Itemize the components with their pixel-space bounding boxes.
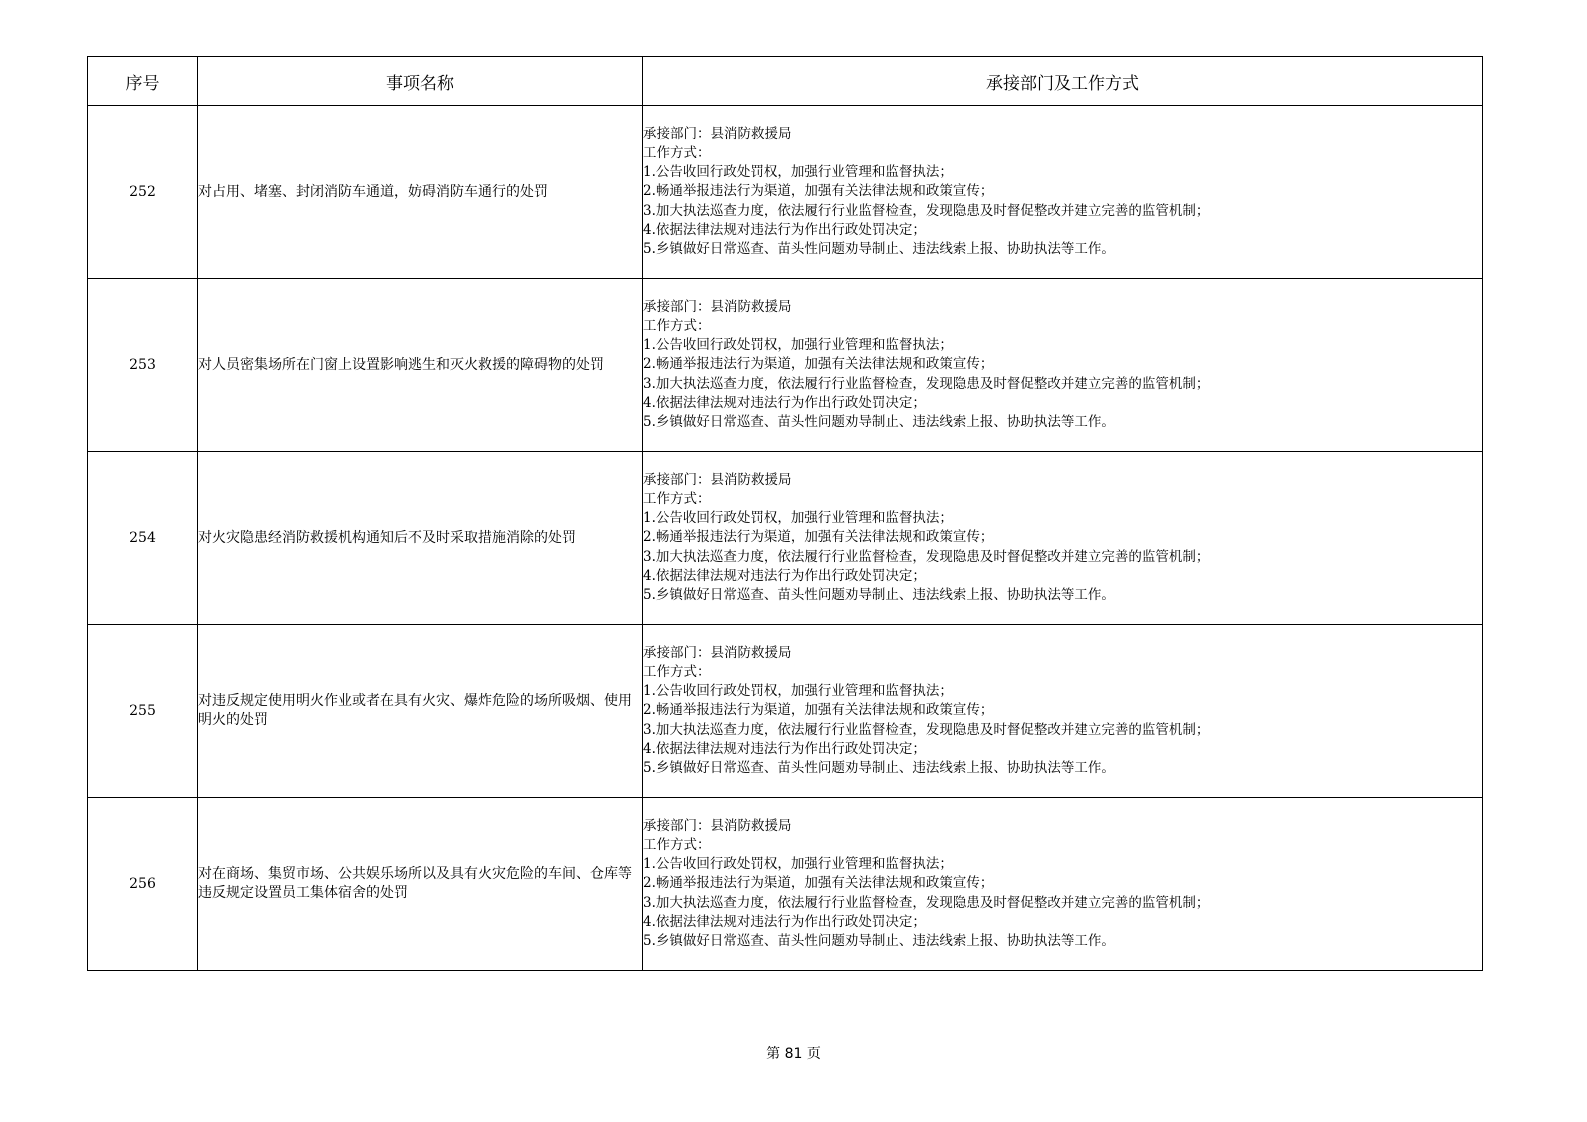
table-row (88, 452, 1483, 625)
header-name: 事项名称 (198, 57, 643, 106)
header-dept: 承接部门及工作方式 (643, 57, 1483, 106)
method-item: 5.乡镇做好日常巡查、苗头性问题劝导制止、违法线索上报、协助执法等工作。 (643, 933, 1115, 949)
method-item: 1.公告收回行政处罚权，加强行业管理和监督执法； (643, 337, 953, 354)
row-seq: 256 (88, 798, 198, 971)
row-matter-name: 对占用、堵塞、封闭消防车通道，妨碍消防车通行的处罚 (198, 106, 643, 279)
method-item: 1.公告收回行政处罚权，加强行业管理和监督执法； (643, 683, 953, 700)
row-dept-method (643, 452, 1483, 625)
method-item: 4.依据法律法规对违法行为作出行政处罚决定； (643, 740, 926, 757)
row-dept-method (643, 279, 1483, 452)
row-matter-name: 对火灾隐患经消防救援机构通知后不及时采取措施消除的处罚 (198, 452, 643, 625)
method-label: 工作方式： (643, 144, 711, 161)
dept-line: 承接部门：县消防救援局 (643, 644, 792, 661)
method-label: 工作方式： (643, 663, 711, 680)
method-item: 3.加大执法巡查力度，依法履行行业监督检查，发现隐患及时督促整改并建立完善的监管机制； (643, 721, 1210, 738)
method-item: 5.乡镇做好日常巡查、苗头性问题劝导制止、违法线索上报、协助执法等工作。 (643, 414, 1115, 430)
table-body (88, 106, 1483, 971)
method-item: 3.加大执法巡查力度，依法履行行业监督检查，发现隐患及时督促整改并建立完善的监管机制； (643, 375, 1210, 392)
method-item: 3.加大执法巡查力度，依法履行行业监督检查，发现隐患及时督促整改并建立完善的监管机制； (643, 548, 1210, 565)
method-item: 4.依据法律法规对违法行为作出行政处罚决定； (643, 567, 926, 584)
matters-table (87, 56, 1483, 971)
method-item: 5.乡镇做好日常巡查、苗头性问题劝导制止、违法线索上报、协助执法等工作。 (643, 587, 1115, 603)
row-matter-name: 对人员密集场所在门窗上设置影响逃生和灭火救援的障碍物的处罚 (198, 279, 643, 452)
method-item: 5.乡镇做好日常巡查、苗头性问题劝导制止、违法线索上报、协助执法等工作。 (643, 241, 1115, 257)
row-dept-method (643, 106, 1483, 279)
row-matter-name: 对违反规定使用明火作业或者在具有火灾、爆炸危险的场所吸烟、使用明火的处罚 (198, 625, 643, 798)
row-seq: 255 (88, 625, 198, 798)
method-item: 2.畅通举报违法行为渠道，加强有关法律法规和政策宣传； (643, 529, 994, 546)
row-dept-method (643, 798, 1483, 971)
method-item: 4.依据法律法规对违法行为作出行政处罚决定； (643, 221, 926, 238)
method-item: 2.畅通举报违法行为渠道，加强有关法律法规和政策宣传； (643, 183, 994, 200)
dept-line: 承接部门：县消防救援局 (643, 125, 792, 142)
method-item: 5.乡镇做好日常巡查、苗头性问题劝导制止、违法线索上报、协助执法等工作。 (643, 760, 1115, 776)
method-item: 3.加大执法巡查力度，依法履行行业监督检查，发现隐患及时督促整改并建立完善的监管机制； (643, 894, 1210, 911)
method-item: 3.加大执法巡查力度，依法履行行业监督检查，发现隐患及时督促整改并建立完善的监管机制； (643, 202, 1210, 219)
page-number: 第 81 页 (766, 1046, 821, 1062)
row-seq: 253 (88, 279, 198, 452)
method-item: 4.依据法律法规对违法行为作出行政处罚决定； (643, 394, 926, 411)
method-item: 1.公告收回行政处罚权，加强行业管理和监督执法； (643, 164, 953, 181)
method-label: 工作方式： (643, 317, 711, 334)
dept-line: 承接部门：县消防救援局 (643, 817, 792, 834)
table-row (88, 625, 1483, 798)
method-item: 2.畅通举报违法行为渠道，加强有关法律法规和政策宣传； (643, 356, 994, 373)
dept-line: 承接部门：县消防救援局 (643, 298, 792, 315)
method-label: 工作方式： (643, 490, 711, 507)
method-item: 2.畅通举报违法行为渠道，加强有关法律法规和政策宣传； (643, 702, 994, 719)
table-header-row (88, 57, 1483, 106)
method-item: 2.畅通举报违法行为渠道，加强有关法律法规和政策宣传； (643, 875, 994, 892)
table-row (88, 279, 1483, 452)
row-dept-method (643, 625, 1483, 798)
method-label: 工作方式： (643, 836, 711, 853)
method-item: 1.公告收回行政处罚权，加强行业管理和监督执法； (643, 510, 953, 527)
method-item: 1.公告收回行政处罚权，加强行业管理和监督执法； (643, 856, 953, 873)
dept-line: 承接部门：县消防救援局 (643, 471, 792, 488)
table-row (88, 798, 1483, 971)
table-row (88, 106, 1483, 279)
row-matter-name: 对在商场、集贸市场、公共娱乐场所以及具有火灾危险的车间、仓库等违反规定设置员工集体宿舍的处罚 (198, 798, 643, 971)
method-item: 4.依据法律法规对违法行为作出行政处罚决定； (643, 913, 926, 930)
row-seq: 252 (88, 106, 198, 279)
header-seq: 序号 (88, 57, 198, 106)
row-seq: 254 (88, 452, 198, 625)
